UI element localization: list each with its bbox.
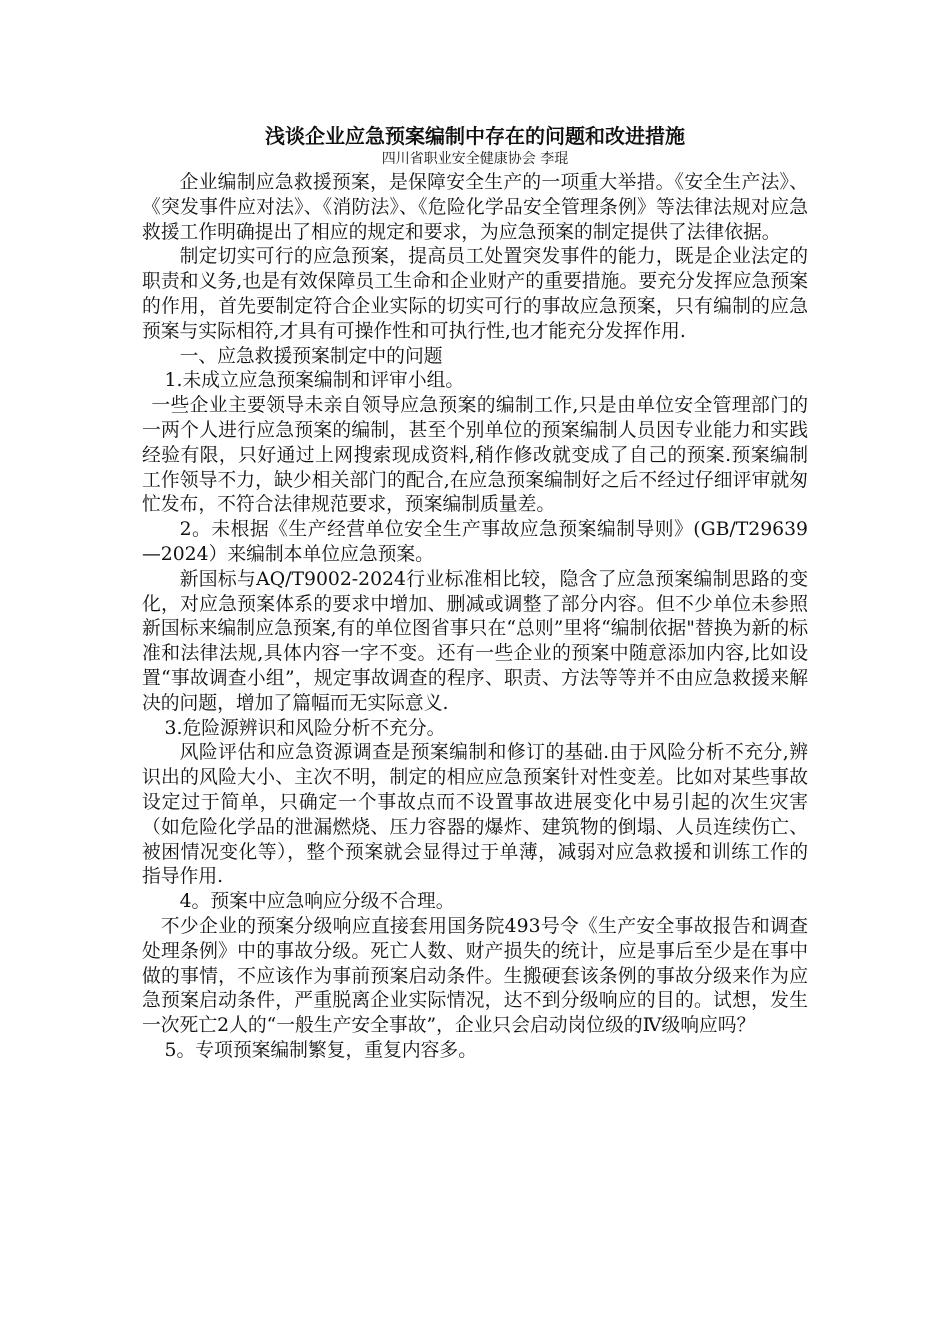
subheading-5: 5。专项预案编制繁复，重复内容多。 — [164, 1039, 477, 1061]
document-body — [142, 171, 808, 1064]
subheading-3: 3.危险源辨识和风险分析不充分。 — [164, 717, 446, 739]
document-author: 四川省职业安全健康协会 李琨 — [381, 151, 569, 167]
paragraph-2: 新国标与AQ/T9002-2024行业标准相比较，隐含了应急预案编制思路的变化，对应急预案体系的要求中增加、删减或调整了部分内容。但不少单位未参照新国标来编制应急预案,有的单位图省事只在“总则”里将“编制依据"替换为新的标准和法律法规,具体内容一字不变。还有一些企业的预案中随意添加内容,比如设置“事故调查小组”，规定事故调查的程序、职责、方法等等并不由应急救援来解决的问题，增加了篇幅而无实际意义. — [142, 568, 808, 714]
paragraph-3: 风险评估和应急资源调查是预案编制和修订的基础.由于风险分析不充分,辨识出的风险大小、主次不明，制定的相应应急预案针对性变差。比如对某些事故设定过于简单，只确定一个事故点而不设置事故进展变化中易引起的次生灾害（如危险化学品的泄漏燃烧、压力容器的爆炸、建筑物的倒塌、人员连续伤亡、被困情况变化等），整个预案就会显得过于单薄，减弱对应急救援和训练工作的指导作用. — [142, 742, 808, 888]
subheading-4: 4。预案中应急响应分级不合理。 — [179, 891, 455, 913]
paragraph-4: 不少企业的预案分级响应直接套用国务院493号令《生产安全事故报告和调查处理条例》中的事故分级。死亡人数、财产损失的统计，应是事后至少是在事中做的事情，不应该作为事前预案启动条件。生搬硬套该条例的事故分级来作为应急预案启动条件，严重脱离企业实际情况，达不到分级响应的目的。试想，发生一次死亡2人的“一般生产安全事故”，企业只会启动岗位级的Ⅳ级响应吗？ — [142, 915, 808, 1037]
document-title: 浅谈企业应急预案编制中存在的问题和改进措施 — [265, 124, 685, 148]
subheading-1: 1.未成立应急预案编制和评审小组。 — [164, 370, 465, 392]
paragraph-measures: 制定切实可行的应急预案，提高员工处置突发事件的能力，既是企业法定的职责和义务,也是有效保障员工生命和企业财产的重要措施。要充分发挥应急预案的作用，首先要制定符合企业实际的切实可行的事故应急预案，只有编制的应急预案与实际相符,才具有可操作性和可执行性,也才能充分发挥作用. — [142, 246, 808, 342]
subheading-2: 2。未根据《生产经营单位安全生产事故应急预案编制导则》(GB/T29639—2024）来编制本单位应急预案。 — [142, 519, 808, 565]
paragraph-1: 一些企业主要领导未亲自领导应急预案的编制工作,只是由单位安全管理部门的一两个人进行应急预案的编制，甚至个别单位的预案编制人员因专业能力和实践经验有限，只好通过上网搜索现成资料,稍作修改就变成了自己的预案.预案编制工作领导不力，缺少相关部门的配合,在应急预案编制好之后不经过仔细评审就匆忙发布，不符合法律规范要求，预案编制质量差。 — [142, 395, 808, 516]
paragraph-intro: 企业编制应急救援预案，是保障安全生产的一项重大举措。《安全生产法》、《突发事件应对法》、《消防法》、《危险化学品安全管理条例》等法律法规对应急救援工作明确提出了相应的规定和要求，为应急预案的制定提供了法律依据。 — [142, 172, 808, 243]
section-heading-problems: 一、应急救援预案制定中的问题 — [179, 345, 443, 367]
